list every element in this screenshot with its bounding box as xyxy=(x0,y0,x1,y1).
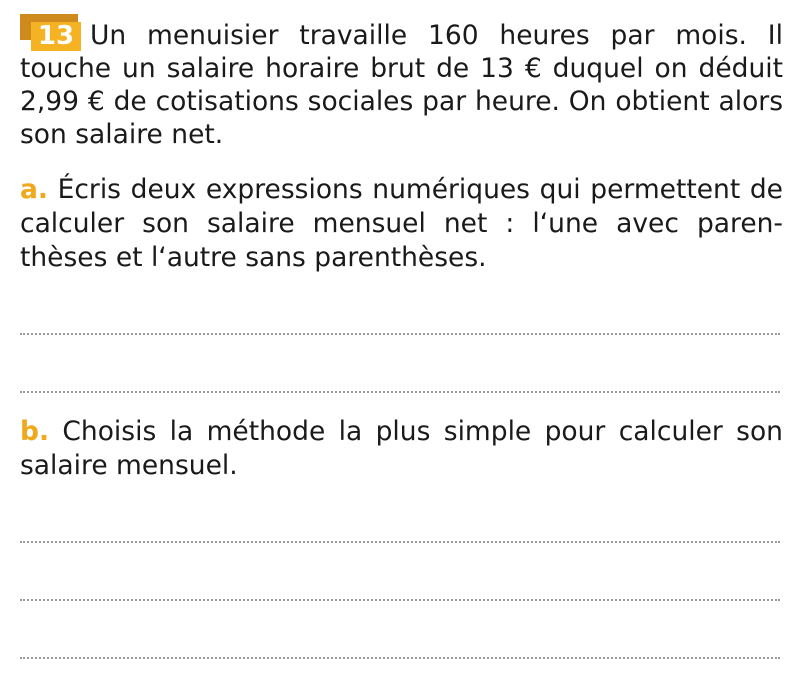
question-a-text: Écris deux expressions numériques qui permettent de calculer son salaire mensuel net : l‘une avec paren-thèses et l‘autre sans parenthèses. xyxy=(20,174,783,273)
exercise-number-badge xyxy=(20,14,82,50)
answer-line-a-2[interactable] xyxy=(20,391,780,393)
exercise-number: 13 xyxy=(31,22,81,51)
statement-text: Un menuisier travaille 160 heures par mois. Il touche un salaire horaire brut de 13 € duquel on déduit 2,99 € de cotisations sociales par heure. On obtient alors son salaire net. xyxy=(20,20,783,150)
answer-line-b-2[interactable] xyxy=(20,599,780,601)
answer-line-b-3[interactable] xyxy=(20,657,780,659)
exercise-statement xyxy=(20,14,783,151)
question-a xyxy=(20,173,783,275)
question-b xyxy=(20,415,783,483)
exercise-13 xyxy=(20,14,783,659)
answer-line-a-1[interactable] xyxy=(20,333,780,335)
question-b-text: Choisis la méthode la plus simple pour calculer son salaire mensuel. xyxy=(20,416,783,481)
answer-line-b-1[interactable] xyxy=(20,541,780,543)
question-b-letter: b. xyxy=(20,416,50,447)
question-a-letter: a. xyxy=(20,174,48,205)
